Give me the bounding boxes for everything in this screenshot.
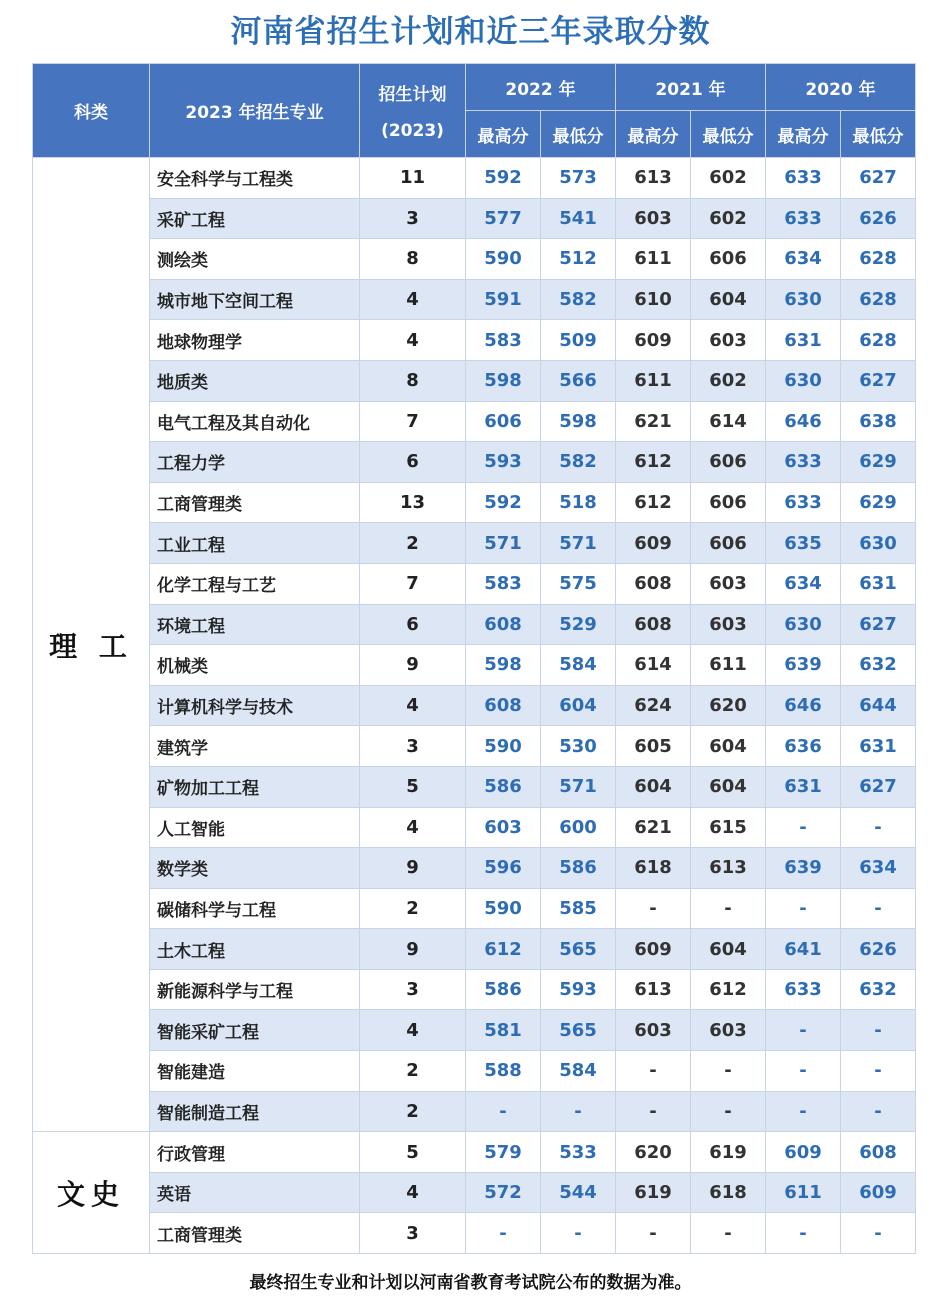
table-row [33, 279, 916, 320]
max-2020-cell: 633 [766, 482, 841, 523]
major-cell: 智能建造 [150, 1051, 360, 1092]
max-2022-cell: 591 [466, 279, 541, 320]
table-row [33, 929, 916, 970]
admission-score-table [32, 63, 916, 1254]
min-2020-cell: 628 [841, 239, 916, 280]
plan-cell: 2 [360, 1051, 466, 1092]
max-2021-cell: 619 [616, 1172, 691, 1213]
max-2020-cell: 646 [766, 401, 841, 442]
max-2022-cell: 612 [466, 929, 541, 970]
min-2022-cell: 584 [541, 1051, 616, 1092]
min-2021-cell: 604 [691, 766, 766, 807]
major-cell: 工程力学 [150, 442, 360, 483]
min-2022-cell: 565 [541, 1010, 616, 1051]
major-cell: 建筑学 [150, 726, 360, 767]
table-row [33, 1051, 916, 1092]
header-max-2020: 最高分 [766, 111, 841, 158]
max-2020-cell: 636 [766, 726, 841, 767]
min-2020-cell: 627 [841, 604, 916, 645]
plan-cell: 4 [360, 320, 466, 361]
min-2020-cell: 608 [841, 1132, 916, 1173]
header-min-2021: 最低分 [691, 111, 766, 158]
min-2020-cell: - [841, 888, 916, 929]
table-row [33, 198, 916, 239]
plan-cell: 7 [360, 563, 466, 604]
plan-cell: 2 [360, 1091, 466, 1132]
min-2020-cell: 629 [841, 442, 916, 483]
plan-cell: 3 [360, 726, 466, 767]
min-2021-cell: 606 [691, 442, 766, 483]
major-cell: 化学工程与工艺 [150, 563, 360, 604]
table-row [33, 969, 916, 1010]
min-2021-cell: - [691, 1213, 766, 1254]
table-row [33, 239, 916, 280]
max-2021-cell: 613 [616, 158, 691, 199]
min-2021-cell: 611 [691, 645, 766, 686]
major-cell: 电气工程及其自动化 [150, 401, 360, 442]
min-2022-cell: 544 [541, 1172, 616, 1213]
max-2021-cell: 609 [616, 320, 691, 361]
min-2022-cell: 530 [541, 726, 616, 767]
table-row [33, 766, 916, 807]
major-cell: 土木工程 [150, 929, 360, 970]
max-2022-cell: 603 [466, 807, 541, 848]
min-2020-cell: - [841, 1010, 916, 1051]
max-2022-cell: 581 [466, 1010, 541, 1051]
header-max-2021: 最高分 [616, 111, 691, 158]
header-min-2020: 最低分 [841, 111, 916, 158]
min-2021-cell: 602 [691, 198, 766, 239]
table-body [33, 158, 916, 1254]
major-cell: 智能采矿工程 [150, 1010, 360, 1051]
max-2020-cell: 630 [766, 604, 841, 645]
min-2020-cell: 638 [841, 401, 916, 442]
min-2021-cell: 612 [691, 969, 766, 1010]
max-2020-cell: 633 [766, 442, 841, 483]
table-row [33, 1132, 916, 1173]
min-2022-cell: 571 [541, 766, 616, 807]
plan-cell: 11 [360, 158, 466, 199]
max-2021-cell: - [616, 1091, 691, 1132]
min-2022-cell: 598 [541, 401, 616, 442]
max-2020-cell: - [766, 1051, 841, 1092]
max-2020-cell: 633 [766, 158, 841, 199]
max-2021-cell: 621 [616, 401, 691, 442]
plan-cell: 5 [360, 1132, 466, 1173]
major-cell: 人工智能 [150, 807, 360, 848]
table-row [33, 1010, 916, 1051]
max-2020-cell: 639 [766, 848, 841, 889]
max-2021-cell: 612 [616, 442, 691, 483]
table-row [33, 158, 916, 199]
min-2022-cell: 584 [541, 645, 616, 686]
min-2022-cell: 593 [541, 969, 616, 1010]
min-2021-cell: 602 [691, 360, 766, 401]
min-2022-cell: 575 [541, 563, 616, 604]
min-2021-cell: 613 [691, 848, 766, 889]
min-2022-cell: 582 [541, 442, 616, 483]
max-2022-cell: - [466, 1213, 541, 1254]
min-2022-cell: 541 [541, 198, 616, 239]
plan-cell: 4 [360, 279, 466, 320]
min-2021-cell: 603 [691, 1010, 766, 1051]
table-header [33, 64, 916, 158]
max-2021-cell: 609 [616, 929, 691, 970]
max-2020-cell: - [766, 1091, 841, 1132]
min-2021-cell: 604 [691, 726, 766, 767]
max-2021-cell: 624 [616, 685, 691, 726]
max-2022-cell: 586 [466, 766, 541, 807]
min-2021-cell: 603 [691, 604, 766, 645]
min-2022-cell: 573 [541, 158, 616, 199]
table-row [33, 563, 916, 604]
major-cell: 采矿工程 [150, 198, 360, 239]
table-row [33, 807, 916, 848]
major-cell: 计算机科学与技术 [150, 685, 360, 726]
major-cell: 测绘类 [150, 239, 360, 280]
min-2022-cell: 566 [541, 360, 616, 401]
min-2020-cell: 627 [841, 360, 916, 401]
min-2021-cell: 604 [691, 279, 766, 320]
plan-cell: 6 [360, 604, 466, 645]
min-2022-cell: - [541, 1213, 616, 1254]
min-2021-cell: 620 [691, 685, 766, 726]
max-2022-cell: 596 [466, 848, 541, 889]
min-2021-cell: 606 [691, 523, 766, 564]
table-row [33, 848, 916, 889]
max-2020-cell: 641 [766, 929, 841, 970]
min-2022-cell: 529 [541, 604, 616, 645]
min-2021-cell: 615 [691, 807, 766, 848]
max-2022-cell: - [466, 1091, 541, 1132]
max-2021-cell: - [616, 1051, 691, 1092]
major-cell: 环境工程 [150, 604, 360, 645]
max-2021-cell: 611 [616, 360, 691, 401]
min-2020-cell: 627 [841, 158, 916, 199]
max-2020-cell: 630 [766, 279, 841, 320]
min-2022-cell: 533 [541, 1132, 616, 1173]
max-2022-cell: 593 [466, 442, 541, 483]
table-row [33, 1213, 916, 1254]
max-2020-cell: 631 [766, 320, 841, 361]
min-2022-cell: 585 [541, 888, 616, 929]
min-2020-cell: - [841, 1213, 916, 1254]
min-2020-cell: 626 [841, 929, 916, 970]
header-major: 2023 年招生专业 [150, 64, 360, 158]
max-2021-cell: 620 [616, 1132, 691, 1173]
min-2022-cell: 586 [541, 848, 616, 889]
header-plan-line1: 招生计划 [378, 85, 447, 105]
major-cell: 工业工程 [150, 523, 360, 564]
min-2020-cell: 628 [841, 320, 916, 361]
min-2021-cell: 603 [691, 320, 766, 361]
max-2021-cell: 611 [616, 239, 691, 280]
max-2020-cell: 609 [766, 1132, 841, 1173]
max-2020-cell: - [766, 1213, 841, 1254]
min-2021-cell: 619 [691, 1132, 766, 1173]
min-2022-cell: 518 [541, 482, 616, 523]
header-year-2021: 2021 年 [616, 64, 766, 111]
plan-cell: 8 [360, 239, 466, 280]
plan-cell: 2 [360, 888, 466, 929]
min-2020-cell: 609 [841, 1172, 916, 1213]
footer-note: 最终招生专业和计划以河南省教育考试院公布的数据为准。 [249, 1273, 692, 1293]
max-2021-cell: 612 [616, 482, 691, 523]
min-2020-cell: 632 [841, 969, 916, 1010]
major-cell: 数学类 [150, 848, 360, 889]
header-year-2022: 2022 年 [466, 64, 616, 111]
min-2021-cell: 606 [691, 482, 766, 523]
max-2022-cell: 608 [466, 685, 541, 726]
major-cell: 新能源科学与工程 [150, 969, 360, 1010]
min-2022-cell: 582 [541, 279, 616, 320]
max-2021-cell: 603 [616, 1010, 691, 1051]
page-title: 河南省招生计划和近三年录取分数 [230, 14, 711, 50]
max-2022-cell: 590 [466, 239, 541, 280]
max-2022-cell: 590 [466, 888, 541, 929]
plan-cell: 5 [360, 766, 466, 807]
max-2021-cell: 608 [616, 563, 691, 604]
min-2020-cell: - [841, 807, 916, 848]
max-2020-cell: 633 [766, 198, 841, 239]
max-2020-cell: 611 [766, 1172, 841, 1213]
max-2021-cell: 603 [616, 198, 691, 239]
max-2020-cell: - [766, 1010, 841, 1051]
max-2022-cell: 588 [466, 1051, 541, 1092]
major-cell: 碳储科学与工程 [150, 888, 360, 929]
max-2020-cell: - [766, 807, 841, 848]
plan-cell: 6 [360, 442, 466, 483]
table-row [33, 685, 916, 726]
min-2020-cell: 627 [841, 766, 916, 807]
plan-cell: 2 [360, 523, 466, 564]
min-2020-cell: 631 [841, 563, 916, 604]
max-2020-cell: 634 [766, 239, 841, 280]
max-2022-cell: 590 [466, 726, 541, 767]
header-max-2022: 最高分 [466, 111, 541, 158]
category-cell: 理 工 [33, 158, 150, 1132]
max-2022-cell: 586 [466, 969, 541, 1010]
max-2022-cell: 592 [466, 482, 541, 523]
min-2022-cell: 512 [541, 239, 616, 280]
max-2021-cell: 618 [616, 848, 691, 889]
min-2021-cell: 618 [691, 1172, 766, 1213]
table-row [33, 360, 916, 401]
max-2021-cell: - [616, 1213, 691, 1254]
max-2022-cell: 598 [466, 645, 541, 686]
table-row [33, 645, 916, 686]
table-row [33, 482, 916, 523]
table-row [33, 726, 916, 767]
min-2022-cell: 600 [541, 807, 616, 848]
major-cell: 安全科学与工程类 [150, 158, 360, 199]
min-2021-cell: 603 [691, 563, 766, 604]
max-2020-cell: 630 [766, 360, 841, 401]
max-2021-cell: 621 [616, 807, 691, 848]
major-cell: 地质类 [150, 360, 360, 401]
plan-cell: 3 [360, 198, 466, 239]
max-2020-cell: 646 [766, 685, 841, 726]
plan-cell: 13 [360, 482, 466, 523]
min-2021-cell: 604 [691, 929, 766, 970]
min-2020-cell: 630 [841, 523, 916, 564]
max-2022-cell: 577 [466, 198, 541, 239]
table-row [33, 442, 916, 483]
max-2020-cell: 639 [766, 645, 841, 686]
min-2020-cell: - [841, 1091, 916, 1132]
plan-cell: 4 [360, 685, 466, 726]
max-2020-cell: 635 [766, 523, 841, 564]
max-2022-cell: 579 [466, 1132, 541, 1173]
min-2020-cell: 626 [841, 198, 916, 239]
max-2022-cell: 606 [466, 401, 541, 442]
min-2022-cell: 604 [541, 685, 616, 726]
min-2021-cell: 606 [691, 239, 766, 280]
max-2020-cell: - [766, 888, 841, 929]
plan-cell: 3 [360, 969, 466, 1010]
header-min-2022: 最低分 [541, 111, 616, 158]
min-2020-cell: 634 [841, 848, 916, 889]
plan-cell: 7 [360, 401, 466, 442]
header-plan-line2: (2023) [381, 121, 444, 141]
table-row [33, 401, 916, 442]
max-2021-cell: 610 [616, 279, 691, 320]
min-2020-cell: 632 [841, 645, 916, 686]
min-2022-cell: 571 [541, 523, 616, 564]
min-2022-cell: 565 [541, 929, 616, 970]
plan-cell: 3 [360, 1213, 466, 1254]
min-2020-cell: 644 [841, 685, 916, 726]
max-2022-cell: 583 [466, 563, 541, 604]
major-cell: 机械类 [150, 645, 360, 686]
min-2022-cell: - [541, 1091, 616, 1132]
plan-cell: 4 [360, 1010, 466, 1051]
plan-cell: 9 [360, 848, 466, 889]
plan-cell: 9 [360, 929, 466, 970]
min-2020-cell: 628 [841, 279, 916, 320]
min-2020-cell: 629 [841, 482, 916, 523]
min-2021-cell: - [691, 1051, 766, 1092]
plan-cell: 4 [360, 807, 466, 848]
min-2022-cell: 509 [541, 320, 616, 361]
category-cell: 文史 [33, 1132, 150, 1254]
header-plan [360, 64, 466, 158]
max-2021-cell: 613 [616, 969, 691, 1010]
min-2020-cell: - [841, 1051, 916, 1092]
header-category: 科类 [33, 64, 150, 158]
major-cell: 矿物加工工程 [150, 766, 360, 807]
major-cell: 工商管理类 [150, 1213, 360, 1254]
max-2021-cell: 608 [616, 604, 691, 645]
major-cell: 工商管理类 [150, 482, 360, 523]
table-row [33, 320, 916, 361]
max-2020-cell: 634 [766, 563, 841, 604]
min-2021-cell: 602 [691, 158, 766, 199]
table-row [33, 1091, 916, 1132]
major-cell: 地球物理学 [150, 320, 360, 361]
max-2021-cell: - [616, 888, 691, 929]
max-2021-cell: 605 [616, 726, 691, 767]
min-2021-cell: - [691, 1091, 766, 1132]
min-2020-cell: 631 [841, 726, 916, 767]
major-cell: 行政管理 [150, 1132, 360, 1173]
max-2022-cell: 571 [466, 523, 541, 564]
min-2021-cell: - [691, 888, 766, 929]
table-row [33, 888, 916, 929]
max-2021-cell: 614 [616, 645, 691, 686]
plan-cell: 4 [360, 1172, 466, 1213]
plan-cell: 8 [360, 360, 466, 401]
max-2022-cell: 592 [466, 158, 541, 199]
max-2022-cell: 572 [466, 1172, 541, 1213]
table-row [33, 1172, 916, 1213]
max-2022-cell: 583 [466, 320, 541, 361]
max-2021-cell: 604 [616, 766, 691, 807]
major-cell: 城市地下空间工程 [150, 279, 360, 320]
max-2022-cell: 598 [466, 360, 541, 401]
max-2022-cell: 608 [466, 604, 541, 645]
max-2021-cell: 609 [616, 523, 691, 564]
table-row [33, 604, 916, 645]
min-2021-cell: 614 [691, 401, 766, 442]
major-cell: 智能制造工程 [150, 1091, 360, 1132]
header-year-2020: 2020 年 [766, 64, 916, 111]
plan-cell: 9 [360, 645, 466, 686]
major-cell: 英语 [150, 1172, 360, 1213]
max-2020-cell: 633 [766, 969, 841, 1010]
max-2020-cell: 631 [766, 766, 841, 807]
table-row [33, 523, 916, 564]
